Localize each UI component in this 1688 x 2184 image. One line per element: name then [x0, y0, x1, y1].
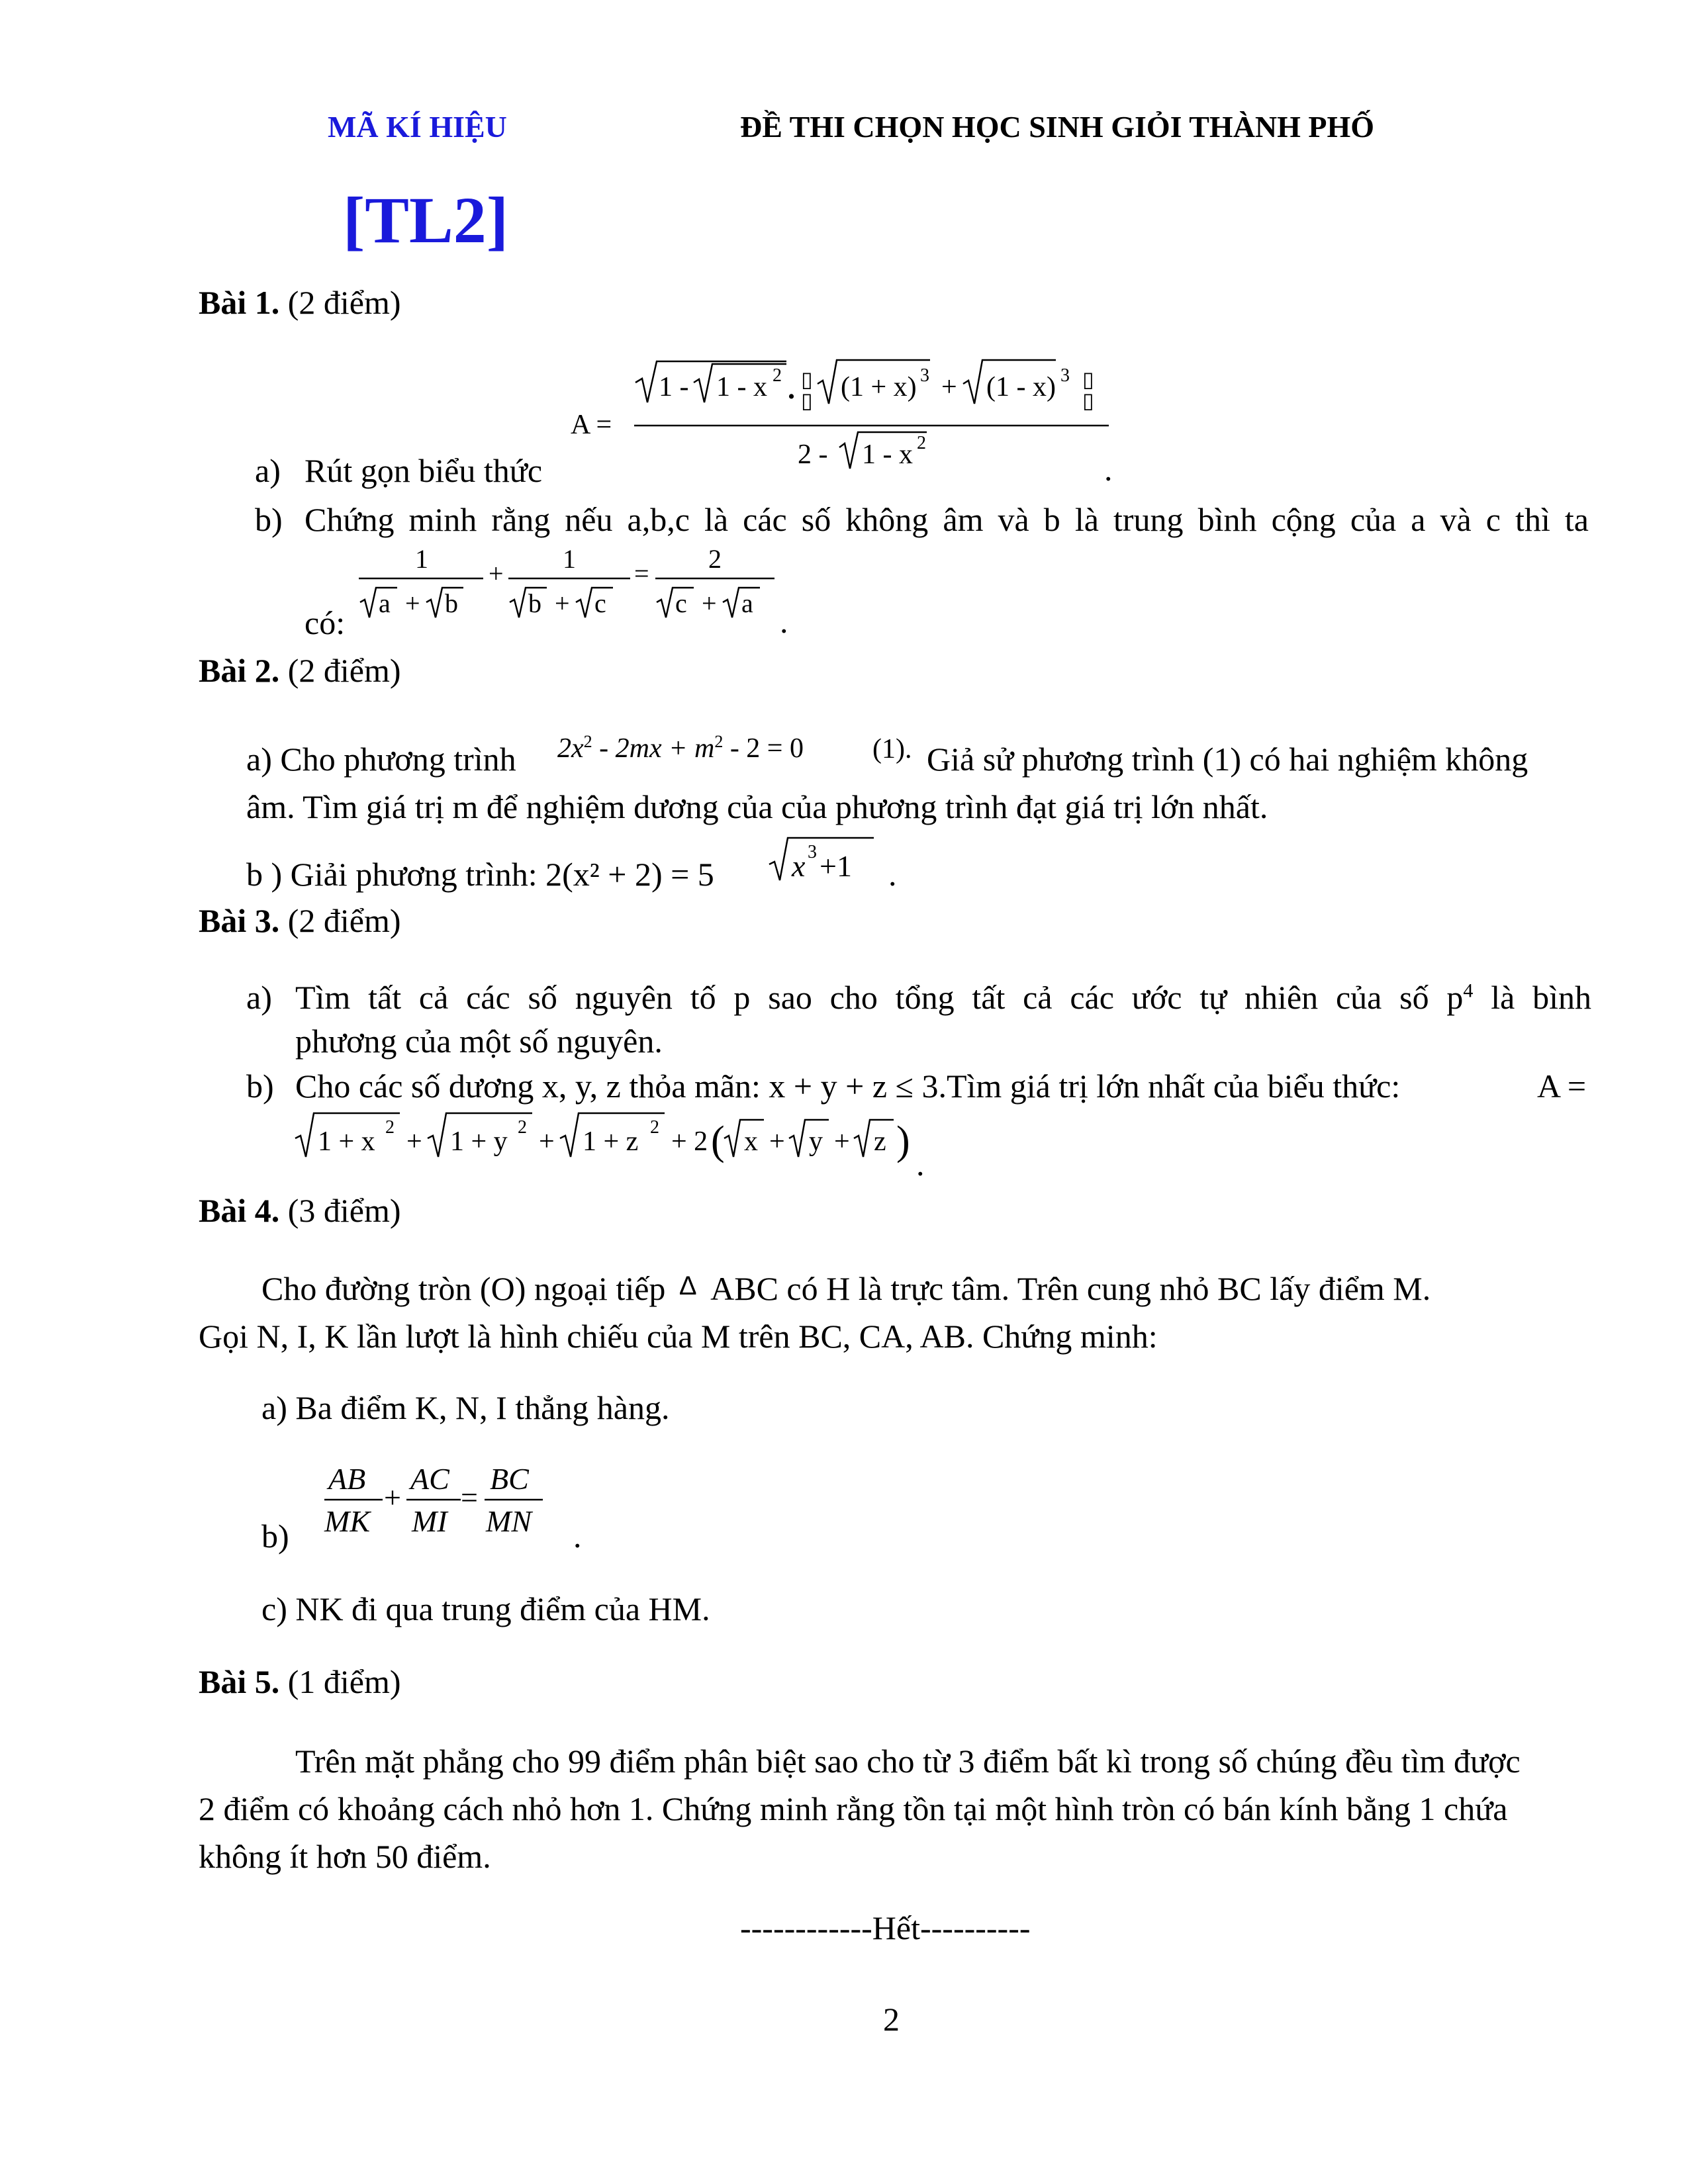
svg-text:1 - x: 1 - x [716, 372, 767, 402]
svg-text:▯: ▯ [1082, 367, 1094, 391]
bai1-b-text: Chứng minh rằng nếu a,b,c là các số không âm và b là trung bình cộng của a và c thì ta [305, 501, 1589, 538]
code-label: MÃ KÍ HIỆU [328, 110, 507, 144]
svg-text:y: y [809, 1126, 823, 1157]
svg-text:▯: ▯ [801, 367, 813, 391]
svg-text:AB: AB [328, 1462, 366, 1496]
bai3-b-A: A = [1537, 1068, 1587, 1105]
bai2-a-text-1: a) Cho phương trình [246, 741, 516, 778]
bai4-b-period: . [573, 1518, 582, 1555]
svg-text:1 - x: 1 - x [862, 439, 913, 470]
svg-text:+: + [405, 588, 420, 618]
bai2-points: (2 điểm) [287, 652, 401, 689]
svg-text:=: = [634, 559, 649, 588]
bai3-points: (2 điểm) [287, 902, 401, 939]
svg-text:AC: AC [410, 1462, 449, 1496]
bai2-b-text: b ) Giải phương trình: 2(x² + 2) = 5 [246, 856, 714, 893]
svg-text:3: 3 [920, 365, 929, 386]
bai3-heading [199, 901, 401, 940]
bai4-points: (3 điểm) [287, 1192, 401, 1229]
svg-text:MK: MK [324, 1504, 370, 1538]
bai5-text-3: không ít hơn 50 điểm. [199, 1838, 491, 1875]
bai2-b-period: . [888, 856, 897, 893]
bai2-b-sqrt [768, 833, 880, 886]
bai5-text-1: Trên mặt phẳng cho 99 điểm phân biệt sao cho từ 3 điểm bất kì trong số chúng đều tìm được [295, 1743, 1521, 1780]
svg-text:b: b [528, 588, 541, 618]
bai4-text-1: Cho đường tròn (O) ngoại tiếp Δ ABC có H là trực tâm. Trên cung nhỏ BC lấy điểm M. [261, 1270, 1431, 1307]
bai2-a-text-2: Giả sử phương trình (1) có hai nghiệm không [927, 741, 1528, 778]
svg-text:): ) [896, 1118, 910, 1163]
svg-text:a: a [379, 588, 391, 618]
svg-text:2: 2 [385, 1117, 395, 1138]
formula-a-eq: A = [571, 410, 612, 440]
svg-text:=: = [461, 1480, 478, 1514]
bai5-text-2: 2 điểm có khoảng cách nhỏ hơn 1. Chứng minh rằng tồn tại một hình tròn có bán kính bằng 1 chứa [199, 1790, 1508, 1827]
svg-text:2 -: 2 - [798, 439, 828, 470]
bai3-a-line-1: Tìm tất cả các số nguyên tố p sao cho tổng tất cả các ước tự nhiên của số $p^4$ là bình [295, 979, 1591, 1016]
svg-text:c: c [675, 588, 687, 618]
svg-text:1 + z: 1 + z [583, 1126, 639, 1157]
svg-text:1 -: 1 - [659, 372, 689, 402]
page-number: 2 [883, 2001, 900, 2038]
bai1-points: (2 điểm) [287, 284, 401, 321]
svg-text:2: 2 [917, 433, 926, 453]
bai3-title: Bài 3. [199, 902, 280, 939]
svg-text:c: c [594, 588, 606, 618]
svg-text:3: 3 [808, 842, 817, 862]
svg-text:x: x [792, 849, 806, 883]
svg-text:+: + [702, 588, 717, 618]
svg-text:+: + [384, 1480, 401, 1514]
svg-text:z: z [874, 1126, 886, 1157]
bai1-a-label: a) [255, 452, 281, 489]
exam-code: [TL2] [343, 183, 508, 257]
bai3-b-period: . [916, 1146, 925, 1183]
svg-text:+: + [539, 1126, 555, 1157]
bai5-points: (1 điểm) [287, 1663, 401, 1700]
end-marker: ------------Hết---------- [740, 1909, 1031, 1946]
svg-text:1 + y: 1 + y [450, 1126, 508, 1157]
svg-text:▯: ▯ [801, 388, 813, 412]
svg-text:2: 2 [518, 1117, 527, 1138]
bai3-b-label: b) [246, 1068, 274, 1105]
bai3-b-formula [294, 1104, 929, 1170]
bai2-title: Bài 2. [199, 652, 280, 689]
bai1-b-label: b) [255, 501, 283, 538]
svg-text:+: + [406, 1126, 422, 1157]
svg-text:1 + x: 1 + x [318, 1126, 375, 1157]
svg-text:2: 2 [650, 1117, 659, 1138]
bai4-a-text: a) Ba điểm K, N, I thẳng hàng. [261, 1389, 670, 1426]
svg-text:▯: ▯ [1082, 388, 1094, 412]
triangle-icon: Δ [679, 1271, 697, 1300]
svg-text:1: 1 [415, 544, 428, 574]
svg-text:+: + [489, 559, 504, 588]
bai4-b-formula [322, 1456, 547, 1542]
svg-text:b: b [445, 588, 458, 618]
svg-text:+: + [941, 372, 957, 402]
svg-text:x: x [744, 1126, 758, 1157]
bai3-b-text: Cho các số dương x, y, z thỏa mãn: x + y + z ≤ 3.Tìm giá trị lớn nhất của biểu thức: [295, 1068, 1401, 1105]
svg-text:+: + [555, 588, 570, 618]
bai1-title: Bài 1. [199, 284, 280, 321]
svg-text:2: 2 [773, 365, 782, 386]
svg-text:2: 2 [708, 544, 722, 574]
bai4-heading [199, 1191, 401, 1230]
bai2-a-eq-label: (1). [872, 734, 912, 764]
bai2-a-equation: $2x^2 - 2mx + m^2 - 2 = 0$ [557, 732, 804, 764]
bai1-heading [199, 283, 401, 322]
svg-text:BC: BC [490, 1462, 529, 1496]
svg-text:MN: MN [486, 1504, 532, 1538]
bai1-formula-a [569, 357, 1112, 483]
svg-text:a: a [741, 588, 753, 618]
bai1-b-period: . [780, 603, 788, 640]
bai4-title: Bài 4. [199, 1192, 280, 1229]
svg-text:+ 2: + 2 [671, 1126, 708, 1157]
svg-text:(1 + x): (1 + x) [841, 372, 917, 402]
svg-text:(1 - x): (1 - x) [986, 372, 1056, 402]
svg-text:.: . [788, 373, 795, 405]
bai4-text-2: Gọi N, I, K lần lượt là hình chiếu của M trên BC, CA, AB. Chứng minh: [199, 1318, 1158, 1355]
svg-text:+: + [769, 1126, 785, 1157]
bai4-c-text: c) NK đi qua trung điểm của HM. [261, 1590, 710, 1627]
bai3-a-label: a) [246, 979, 272, 1016]
bai1-a-text: Rút gọn biểu thức [305, 452, 543, 489]
svg-text:1: 1 [563, 544, 576, 574]
bai1-a-period: . [1104, 451, 1113, 488]
bai2-a-text-3: âm. Tìm giá trị m để nghiệm dương của của phương trình đạt giá trị lớn nhất. [246, 788, 1268, 825]
svg-text:+1: +1 [820, 849, 852, 883]
bai4-b-label: b) [261, 1518, 289, 1555]
bai2-heading [199, 651, 401, 690]
bai5-title: Bài 5. [199, 1663, 280, 1700]
bai1-b-co: có: [305, 604, 346, 641]
bai3-a-text-3: phương của một số nguyên. [295, 1023, 663, 1060]
exam-title: ĐỀ THI CHỌN HỌC SINH GIỎI THÀNH PHỐ [740, 110, 1375, 144]
svg-text:3: 3 [1060, 365, 1070, 386]
svg-text:MI: MI [412, 1504, 447, 1538]
svg-text:+: + [834, 1126, 850, 1157]
bai1-formula-b [357, 541, 781, 627]
svg-text:(: ( [711, 1118, 725, 1163]
bai5-heading [199, 1662, 401, 1701]
